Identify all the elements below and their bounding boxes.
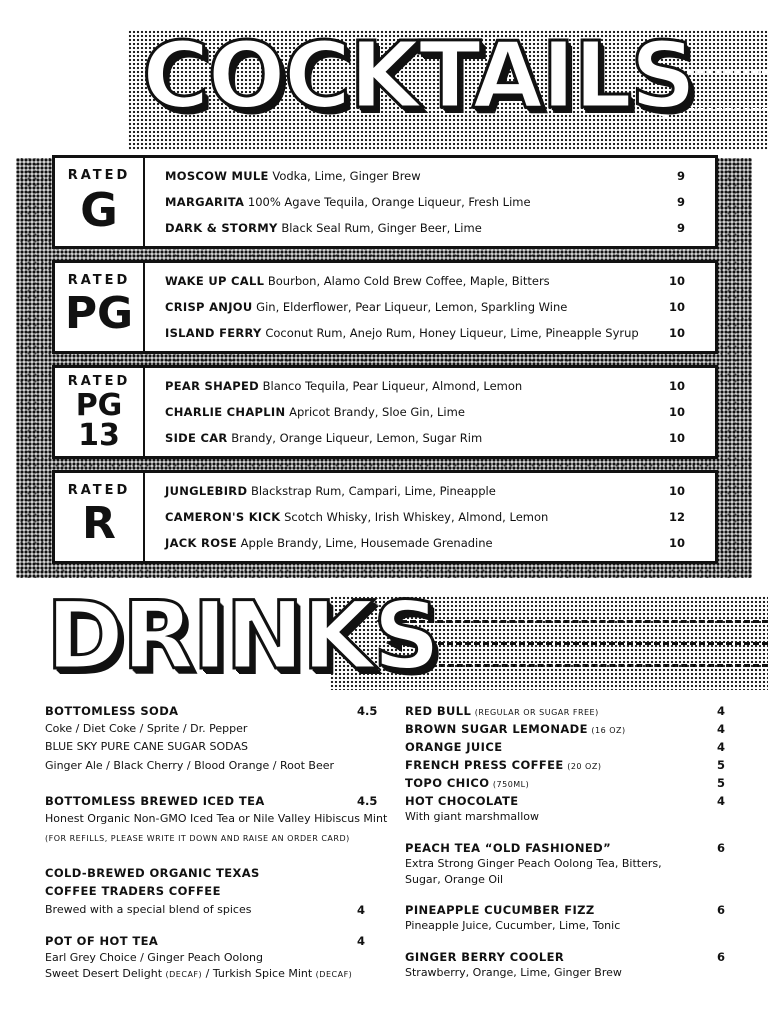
- drink-heading: PINEAPPLE CUCUMBER FIZZ: [405, 903, 595, 917]
- rated-label: RATED: [67, 483, 131, 498]
- rating-letter: R: [82, 498, 116, 549]
- drink-desc: Ginger Ale / Black Cherry / Blood Orange / Root Beer: [45, 759, 335, 772]
- drink-price: 4: [357, 903, 366, 917]
- drink-desc: Strawberry, Orange, Lime, Ginger Brew: [405, 966, 622, 979]
- cocktail-name: MOSCOW MULE: [165, 169, 269, 183]
- drink-heading: COFFEE TRADERS COFFEE: [45, 884, 221, 898]
- drink-heading: TOPO CHICO: [405, 776, 490, 790]
- cocktail-desc: 100% Agave Tequila, Orange Liqueur, Fresh Lime: [247, 195, 531, 209]
- cocktail-price: 10: [668, 431, 685, 445]
- rating-cell: [55, 368, 145, 456]
- cocktail-desc: Blackstrap Rum, Campari, Lime, Pineapple: [250, 484, 496, 498]
- cocktail-desc: Apricot Brandy, Sloe Gin, Lime: [289, 405, 465, 419]
- cocktail-name: JACK ROSE: [165, 536, 238, 550]
- cocktail-name: CAMERON'S KICK: [165, 510, 281, 524]
- cocktail-name: SIDE CAR: [165, 431, 228, 445]
- drink-heading: PEACH TEA “OLD FASHIONED”: [405, 841, 612, 855]
- cocktail-item: [165, 221, 685, 239]
- drink-line: [405, 774, 529, 794]
- cocktail-name: CRISP ANJOU: [165, 300, 253, 314]
- drink-desc: Brewed with a special blend of spices: [45, 903, 252, 916]
- drink-heading: BOTTOMLESS SODA: [45, 704, 179, 718]
- cocktail-price: 10: [668, 405, 685, 419]
- cocktail-desc: Scotch Whisky, Irish Whiskey, Almond, Lemon: [284, 510, 549, 524]
- drink-price: 4.5: [357, 704, 378, 718]
- cocktail-desc: Black Seal Rum, Ginger Beer, Lime: [281, 221, 482, 235]
- drink-heading: GINGER BERRY COOLER: [405, 950, 565, 964]
- rating-letter: PG: [64, 288, 134, 339]
- drink-price: 5: [717, 758, 726, 772]
- drink-note: (750ML): [492, 780, 530, 789]
- cocktail-item: [165, 195, 685, 213]
- cocktail-name: WAKE UP CALL: [165, 274, 265, 288]
- drink-heading: RED BULL: [405, 704, 472, 718]
- drink-desc: With giant marshmallow: [405, 810, 540, 823]
- drink-price: 6: [717, 950, 726, 964]
- drink-price: 4: [717, 704, 726, 718]
- cocktail-price: 9: [676, 221, 685, 235]
- cocktail-desc: Brandy, Orange Liqueur, Lemon, Sugar Rim: [231, 431, 483, 445]
- rating-cell: [55, 263, 145, 351]
- drink-desc-line: [45, 965, 352, 984]
- rated-label: RATED: [67, 168, 131, 183]
- cocktail-price: 10: [668, 536, 685, 550]
- drink-heading: FRENCH PRESS COFFEE: [405, 758, 564, 772]
- cocktail-desc: Coconut Rum, Anejo Rum, Honey Liqueur, Lime, Pineapple Syrup: [265, 326, 639, 340]
- drink-desc: Earl Grey Choice / Ginger Peach Oolong: [45, 951, 264, 964]
- cocktail-item: [165, 300, 685, 318]
- drink-price: 4: [717, 722, 726, 736]
- drink-desc: Pineapple Juice, Cucumber, Lime, Tonic: [405, 919, 621, 932]
- drink-desc-part: Sweet Desert Delight: [45, 967, 166, 980]
- rating-box-pg13: [52, 365, 718, 459]
- cocktail-desc: Blanco Tequila, Pear Liqueur, Almond, Lemon: [262, 379, 523, 393]
- drink-note: (20 OZ): [567, 762, 602, 771]
- drink-price: 6: [717, 903, 726, 917]
- drink-price: 4: [717, 740, 726, 754]
- drink-heading: BROWN SUGAR LEMONADE: [405, 722, 588, 736]
- cocktail-desc: Apple Brandy, Lime, Housemade Grenadine: [240, 536, 493, 550]
- drink-note: (REGULAR OR SUGAR FREE): [474, 708, 599, 717]
- drink-desc: Coke / Diet Coke / Sprite / Dr. Pepper: [45, 722, 248, 735]
- drink-desc: Extra Strong Ginger Peach Oolong Tea, Bitters,: [405, 857, 662, 870]
- rating-cell: [55, 473, 145, 561]
- rated-label: RATED: [67, 374, 131, 389]
- rating-box-g: [52, 155, 718, 249]
- drink-heading: POT OF HOT TEA: [45, 934, 159, 948]
- drink-line: [405, 702, 599, 722]
- cocktail-price: 9: [676, 195, 685, 209]
- cocktail-desc: Bourbon, Alamo Cold Brew Coffee, Maple, Bitters: [267, 274, 550, 288]
- cocktail-name: CHARLIE CHAPLIN: [165, 405, 286, 419]
- cocktail-price: 12: [668, 510, 685, 524]
- drink-heading: BOTTOMLESS BREWED ICED TEA: [45, 794, 265, 808]
- cocktail-price: 10: [668, 326, 685, 340]
- cocktail-price: 10: [668, 484, 685, 498]
- drink-price: 4.5: [357, 794, 378, 808]
- decaf-note: (DECAF): [165, 970, 203, 979]
- rating-box-pg: [52, 260, 718, 354]
- drink-desc: BLUE SKY PURE CANE SUGAR SODAS: [45, 740, 248, 753]
- drink-desc: Sugar, Orange Oil: [405, 873, 504, 886]
- rated-label: RATED: [67, 273, 131, 288]
- drink-price: 4: [717, 794, 726, 808]
- cocktail-item: [165, 536, 685, 554]
- cocktails-title: COCKTAILS: [142, 22, 695, 129]
- cocktail-name: PEAR SHAPED: [165, 379, 259, 393]
- cocktail-item: [165, 379, 685, 397]
- rating-letter: PG: [75, 388, 123, 423]
- cocktail-price: 9: [676, 169, 685, 183]
- cocktail-item: [165, 484, 685, 502]
- drink-price: 5: [717, 776, 726, 790]
- drink-heading: HOT CHOCOLATE: [405, 794, 519, 808]
- cocktail-price: 10: [668, 274, 685, 288]
- cocktail-item: [165, 169, 685, 187]
- cocktail-item: [165, 405, 685, 423]
- cocktail-desc: Gin, Elderflower, Pear Liqueur, Lemon, Sparkling Wine: [256, 300, 568, 314]
- cocktail-name: MARGARITA: [165, 195, 245, 209]
- drink-note: (FOR REFILLS, PLEASE WRITE IT DOWN AND RAISE AN ORDER CARD): [45, 834, 350, 843]
- drink-desc: Honest Organic Non-GMO Iced Tea or Nile Valley Hibiscus Mint: [45, 812, 388, 825]
- cocktail-name: JUNGLEBIRD: [165, 484, 248, 498]
- drinks-title: DRINKS: [46, 582, 439, 691]
- decaf-note: (DECAF): [315, 970, 353, 979]
- cocktail-desc: Vodka, Lime, Ginger Brew: [272, 169, 421, 183]
- rating-number: 13: [78, 418, 120, 453]
- cocktail-item: [165, 431, 685, 449]
- cocktail-item: [165, 510, 685, 528]
- drink-heading: COLD-BREWED ORGANIC TEXAS: [45, 866, 260, 880]
- cocktail-price: 10: [668, 379, 685, 393]
- cocktail-name: ISLAND FERRY: [165, 326, 262, 340]
- rating-cell: [55, 158, 145, 246]
- cocktail-name: DARK & STORMY: [165, 221, 278, 235]
- drink-price: 6: [717, 841, 726, 855]
- cocktail-price: 10: [668, 300, 685, 314]
- rating-box-r: [52, 470, 718, 564]
- cocktail-item: [165, 326, 685, 344]
- drink-desc-part: / Turkish Spice Mint: [202, 967, 316, 980]
- drink-heading: ORANGE JUICE: [405, 740, 503, 754]
- drink-line: [405, 756, 601, 776]
- drink-note: (16 OZ): [591, 726, 626, 735]
- drink-price: 4: [357, 934, 366, 948]
- cocktail-item: [165, 274, 685, 292]
- rating-letter: G: [80, 183, 118, 237]
- drink-line: [405, 720, 626, 740]
